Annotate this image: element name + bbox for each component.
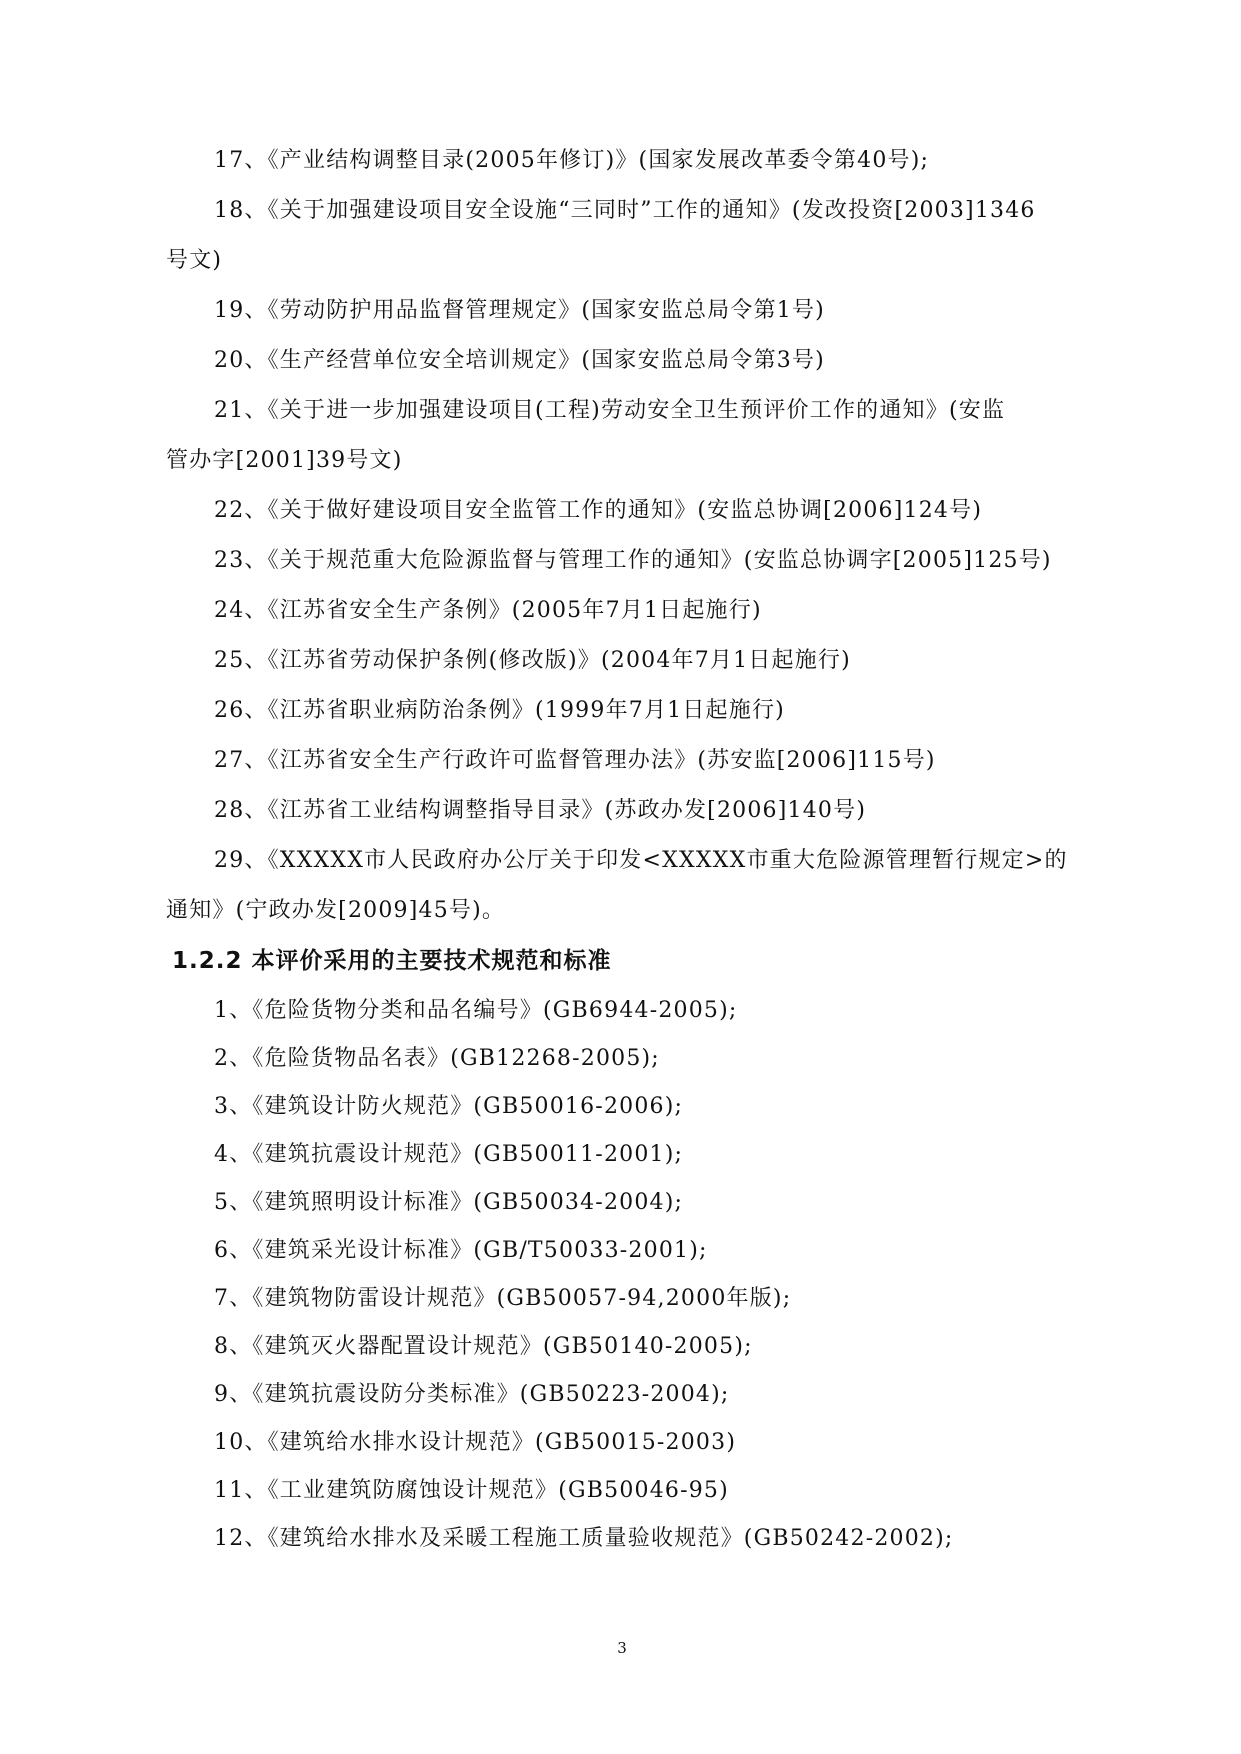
- standard-item: 8、《建筑灭火器配置设计规范》(GB50140-2005);: [214, 1334, 753, 1359]
- regulation-item-21-line-1: 21、《关于进一步加强建设项目(工程)劳动安全卫生预评价工作的通知》(安监: [214, 398, 1006, 423]
- regulation-item-23: 23、《关于规范重大危险源监督与管理工作的通知》(安监总协调字[2005]125号): [214, 548, 1052, 573]
- regulation-item-18-line-1: 18、《关于加强建设项目安全设施“三同时”工作的通知》(发改投资[2003]1346: [214, 198, 1036, 223]
- standard-item: 1、《危险货物分类和品名编号》(GB6944-2005);: [214, 998, 738, 1023]
- regulation-item-25: 25、《江苏省劳动保护条例(修改版)》(2004年7月1日起施行): [214, 648, 851, 673]
- regulation-item-29-line-2: 通知》(宁政办发[2009]45号)。: [166, 898, 506, 923]
- standard-item: 3、《建筑设计防火规范》(GB50016-2006);: [214, 1094, 684, 1119]
- standard-item: 6、《建筑采光设计标准》(GB/T50033-2001);: [214, 1238, 708, 1263]
- regulation-item-29-line-1: 29、《XXXXX市人民政府办公厅关于印发<XXXXX市重大危险源管理暂行规定>的: [214, 848, 1068, 873]
- regulation-item-24: 24、《江苏省安全生产条例》(2005年7月1日起施行): [214, 598, 762, 623]
- standard-item: 10、《建筑给水排水设计规范》(GB50015-2003): [214, 1430, 737, 1455]
- standard-item: 9、《建筑抗震设防分类标准》(GB50223-2004);: [214, 1382, 730, 1407]
- standard-item: 4、《建筑抗震设计规范》(GB50011-2001);: [214, 1142, 684, 1167]
- standard-item: 7、《建筑物防雷设计规范》(GB50057-94,2000年版);: [214, 1286, 792, 1311]
- standard-item: 2、《危险货物品名表》(GB12268-2005);: [214, 1046, 660, 1071]
- regulation-item-28: 28、《江苏省工业结构调整指导目录》(苏政办发[2006]140号): [214, 798, 867, 823]
- regulation-item-20: 20、《生产经营单位安全培训规定》(国家安监总局令第3号): [214, 348, 825, 373]
- regulation-item-26: 26、《江苏省职业病防治条例》(1999年7月1日起施行): [214, 698, 785, 723]
- regulation-item-19: 19、《劳动防护用品监督管理规定》(国家安监总局令第1号): [214, 298, 825, 323]
- regulation-item-21-line-2: 管办字[2001]39号文): [166, 448, 403, 473]
- section-heading: 1.2.2 本评价采用的主要技术规范和标准: [172, 948, 612, 974]
- regulation-item-27: 27、《江苏省安全生产行政许可监督管理办法》(苏安监[2006]115号): [214, 748, 936, 773]
- standard-item: 5、《建筑照明设计标准》(GB50034-2004);: [214, 1190, 684, 1215]
- standard-item: 12、《建筑给水排水及采暖工程施工质量验收规范》(GB50242-2002);: [214, 1526, 954, 1551]
- standard-item: 11、《工业建筑防腐蚀设计规范》(GB50046-95): [214, 1478, 729, 1503]
- regulation-item-18-line-2: 号文): [166, 248, 223, 273]
- regulation-item-22: 22、《关于做好建设项目安全监管工作的通知》(安监总协调[2006]124号): [214, 498, 983, 523]
- page-number: 3: [617, 1639, 627, 1657]
- regulation-item-17: 17、《产业结构调整目录(2005年修订)》(国家发展改革委令第40号);: [214, 148, 930, 173]
